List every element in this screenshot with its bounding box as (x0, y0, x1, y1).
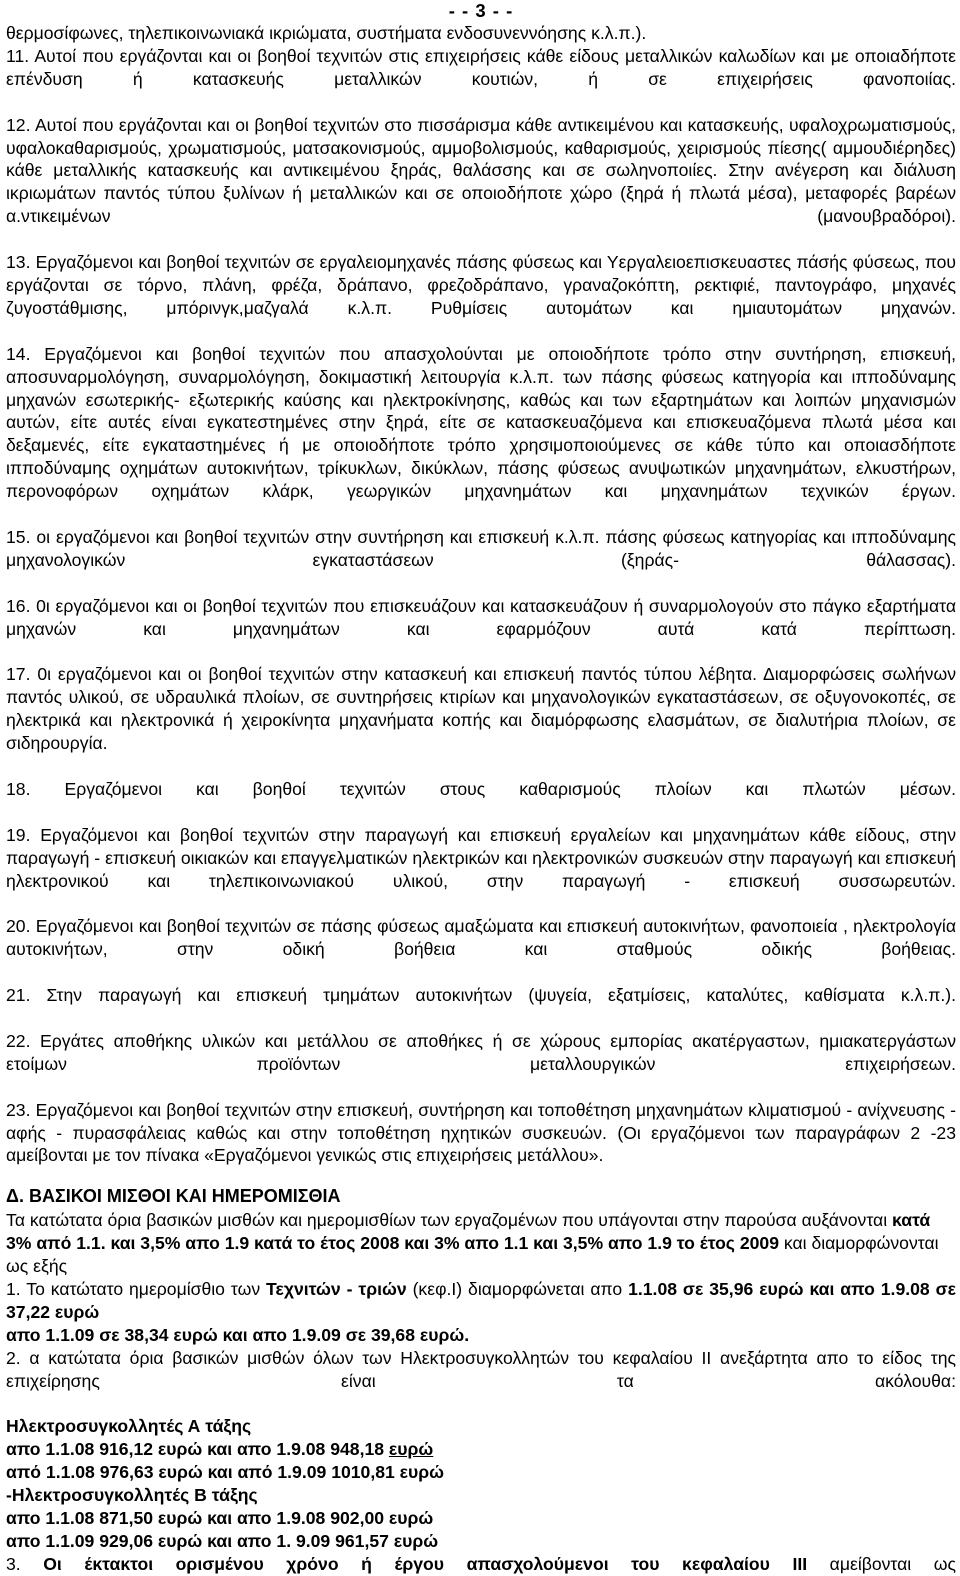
wage-text: 1. Το κατώτατο ημερομίσθιο των (6, 1279, 267, 1300)
category-b-rate-1 (6, 1507, 956, 1530)
category-title: -Ηλεκτροσυγκολλητές Β τάξης (6, 1485, 258, 1506)
wage-rate: απο 1.1.08 871,50 ευρώ και απο 1.9.08 902,00 ευρώ (6, 1508, 434, 1529)
wage-rate: απο 1.1.09 σε 38,34 ευρώ και απο 1.9.09 σε 39,68 ευρώ. (6, 1324, 470, 1345)
list-item: 22. Εργάτες αποθήκης υλικών και μετάλλου σε αποθήκες ή σε χώρους εμπορίας ακατέργαστων, ημιακατεργάστων ετοίμων προϊόντων μεταλλουργικών επιχειρήσεων. (6, 1030, 956, 1074)
list-item: 13. Εργαζόμενοι και βοηθοί τεχνιτών σε εργαλειομηχανές πάσης φύσεως και Υεργαλειοεπισκευαστες πάσής φύσεως, που εργάζονται σε τόρνο, πλάνη, φρέζα, δράπανο, φρεζοδράπανο, γραναζοκόπτη, ρεκτιφιέ, παντογράφο, μηχανές ζυγοστάθμισης, μπόρινγκ,μαζγαλά κ.λ.π. Ρυθμίσεις αυτομάτων και ημιαυτομάτων μηχανών. (6, 252, 956, 318)
list-item: 17. 0ι εργαζόμενοι και οι βοηθοί τεχνιτών στην κατασκευή και επισκευή παντός τύπου λέβητα. Διαμορφώσεις σωλήνων παντός υλικού, σε υδραυλικά πλοίων, σε συντηρήσεις κτιρίων και μηχανολογικών εγκαταστάσεων, σε οξυγονοκοπές, σε ηλεκτρικά και ηλεκτρονικά ή χειροκίνητα μηχανήματα κοπής και διαμόρφωσης ελασμάτων, σε διαλυτήρια πλοίων, σε σιδηρουργία. (6, 664, 956, 754)
category-b-rate-2 (6, 1530, 956, 1553)
section-intro-text: Τα κατώτατα όρια βασικών μισθών και ημερομισθίων των εργαζομένων που υπάγονται στην παρούσα αυξάνονται (6, 1210, 893, 1231)
list-item: 15. οι εργαζόμενοι και βοηθοί τεχνιτών στην συντήρηση και επισκευή κ.λ.π. πάσης φύσεως κατηγορίας και ιπποδύναμης μηχανολογικών εγκαταστάσεων (ξηράς- θάλασσας). (6, 526, 956, 570)
wage-rate-line (6, 1324, 956, 1347)
list-item: 19. Εργαζόμενοι και βοηθοί τεχνιτών στην παραγωγή και επισκευή εργαλείων και μηχανημάτων κάθε είδους, στην παραγωγή - επισκευή οικιακών και επαγγελματικών ηλεκτρικών και ηλεκτρονικών συσκευών στην παραγωγή και επισκευή ηλεκτρονικού και τηλεπικοινωνιακού υλικού, στην παραγωγή - επισκευή συσσωρευτών. (6, 824, 956, 891)
list-item: 23. Εργαζόμενοι και βοηθοί τεχνιτών στην επισκευή, συντήρηση και τοποθέτηση μηχανημάτων κλιματισμού - ανίχνευσης - αφής - πυρασφάλειας καθώς και στην τοποθέτηση ηχητικών συσκευών. (Οι εργαζόμενοι των παραγράφων 2 -23 αμείβονται με τον πίνακα «Εργαζόμενοι γενικώς στις επιχειρήσεις μετάλλου». (6, 1099, 956, 1166)
wage-category: Τεχνιτών - τριών (266, 1279, 407, 1300)
wage-rate: απο 1.1.08 916,12 ευρώ και απο 1.9.08 948,18 (6, 1439, 389, 1460)
wage-rate: από 1.1.08 976,63 ευρώ και από 1.9.09 1010,81 ευρώ (6, 1462, 445, 1483)
wage-unit: ευρώ (388, 1439, 434, 1460)
wage-text: 3. (6, 1553, 44, 1574)
category-a-rate-2 (6, 1461, 956, 1484)
section-intro-tail: και διαμορφώνονται ως εξής (6, 1233, 939, 1277)
category-a-rate-1 (6, 1438, 956, 1461)
wage-text: αμείβονται ως (807, 1553, 956, 1574)
section-intro (6, 1209, 956, 1278)
section-intro-rates: κατά 3% από 1.1. και 3,5% απο 1.9 κατά το έτος 2008 και 3% απο 1.1 και 3,5% απο 1.9 το έτος 2009 (6, 1210, 931, 1254)
list-item: 12. Αυτοί που εργάζονται και οι βοηθοί τεχνιτών στο πισσάρισμα κάθε αντικειμένου και κατασκευής, υφαλοχρωματισμούς, υφαλοκαθαρισμούς, χρωματισμούς, ματσακονισμούς, αμμοβολισμούς, καθαρισμούς, χειρισμούς πίεσης( αμμουδιέρηδες) κάθε μεταλλικής κατασκευής και αντικειμένου ξηράς, θαλάσσης και σε σωληνοποιίες. Στην ανέγερση και διάλυση ικριωμάτων παντός τύπου ξυλίνων ή μεταλλικών και σε οποιοδήποτε χώρο (ξηρά ή πλωτά μέσα), μεταφορές βαρέων α.ντικειμένων (μανουβραδόροι). (6, 114, 956, 227)
wage-category: Οι έκτακτοι ορισμένου χρόνο ή έργου απασχολούμενοι του κεφαλαίου ΙΙΙ (43, 1553, 808, 1574)
list-item: 21. Στην παραγωγή και επισκευή τμημάτων αυτοκινήτων (ψυγεία, εξατμίσεις, καταλύτες, καθίσματα κ.λ.π.). (6, 985, 956, 1006)
list-item: 11. Αυτοί που εργάζονται και οι βοηθοί τεχνιτών στις επιχειρήσεις κάθε είδους μεταλλικών καλωδίων και με οποιαδήποτε επένδυση ή κατασκευής μεταλλικών κουτιών, ή σε επιχειρήσεις φανοποιίας. (6, 45, 956, 89)
numbered-list (6, 45, 956, 1167)
category-b-title (6, 1484, 956, 1507)
list-item: 20. Εργαζόμενοι και βοηθοί τεχνιτών σε πάσης φύσεως αμαξώματα και επισκευή αυτοκινήτων, φανοποιεία , ηλεκτρολογία αυτοκινήτων, στην οδική βοήθεια και σταθμούς οδικής βοήθειας. (6, 916, 956, 960)
list-item: 18. Εργαζόμενοι και βοηθοί τεχνιτών στους καθαρισμούς πλοίων και πλωτών μέσων. (6, 778, 956, 799)
wage-rate: 1.1.08 σε 35,96 ευρώ και απο 1.9.08 σε 37,22 ευρώ (6, 1279, 956, 1322)
wage-paragraph-2: 2. α κατώτατα όρια βασικών μισθών όλων των Ηλεκτροσυγκολλητών του κεφαλαίου ΙΙ ανεξάρτητα απο το είδος της επιχείρησης είναι τα ακόλουθα: (6, 1347, 956, 1391)
section-heading: Δ. ΒΑΣΙΚΟΙ ΜΙΣΘΟΙ ΚΑΙ ΗΜΕΡΟΜΙΣΘΙΑ (6, 1186, 341, 1207)
category-a-title (6, 1415, 956, 1438)
category-title: Ηλεκτροσυγκολλητές Α τάξης (6, 1416, 252, 1437)
page-number: - - 3 - - (448, 0, 514, 21)
wage-paragraph-1 (6, 1278, 956, 1324)
intro-line: θερμοσίφωνες, τηλεπικοινωνιακά ικριώματα, συστήματα ενδοσυνεννόησης κ.λ.π.). (6, 23, 647, 43)
wage-text: (κεφ.Ι) διαμορφώνεται απο (406, 1279, 629, 1300)
wage-rate: απο 1.1.09 929,06 ευρώ και απο 1. 9.09 961,57 ευρώ (6, 1531, 439, 1551)
list-item: 14. Εργαζόμενοι και βοηθοί τεχνιτών που απασχολούνται με οποιοδήποτε τρόπο στην συντήρηση, επισκευή, αποσυναρμολόγηση, συναρμολόγηση, δοκιμαστική λειτουργία κ.λ.π. των πάσης φύσεως κατηγορία και ιπποδύναμης μηχανών εσωτερικής- εξωτερικής καύσης και ηλεκτροκίνησης, καθώς και των εξαρτημάτων και λοιπών μηχανισμών αυτών, είτε αυτές είναι εγκατεστημένες στην ξηρά, είτε σε κατασκευαζόμενα και επισκευαζόμενα πλωτά μέσα και δεξαμενές, είτε εγκαταστημένες ή με οποιοδήποτε τρόπο χρησιμοποιούμενες σε κάθε τύπο και οποιασδήποτε ιπποδύναμης οχημάτων αυτοκινήτων, τρίκυκλων, δικύκλων, πάσης φύσεως ανυψωτικών μηχανημάτων, ελκυστήρων, περονοφόρων οχημάτων κλάρκ, γεωργικών μηχανημάτων και μηχανημάτων τεχνικών έργων. (6, 343, 956, 502)
list-item: 16. 0ι εργαζόμενοι και οι βοηθοί τεχνιτών που επισκευάζουν και κατασκευάζουν ή συναρμολογούν στο πάγκο εξαρτήματα μηχανών και μηχανημάτων και εφαρμόζουν αυτά κατά περίπτωση. (6, 595, 956, 639)
document-page (6, 0, 956, 1576)
wage-paragraph-3 (6, 1553, 956, 1576)
